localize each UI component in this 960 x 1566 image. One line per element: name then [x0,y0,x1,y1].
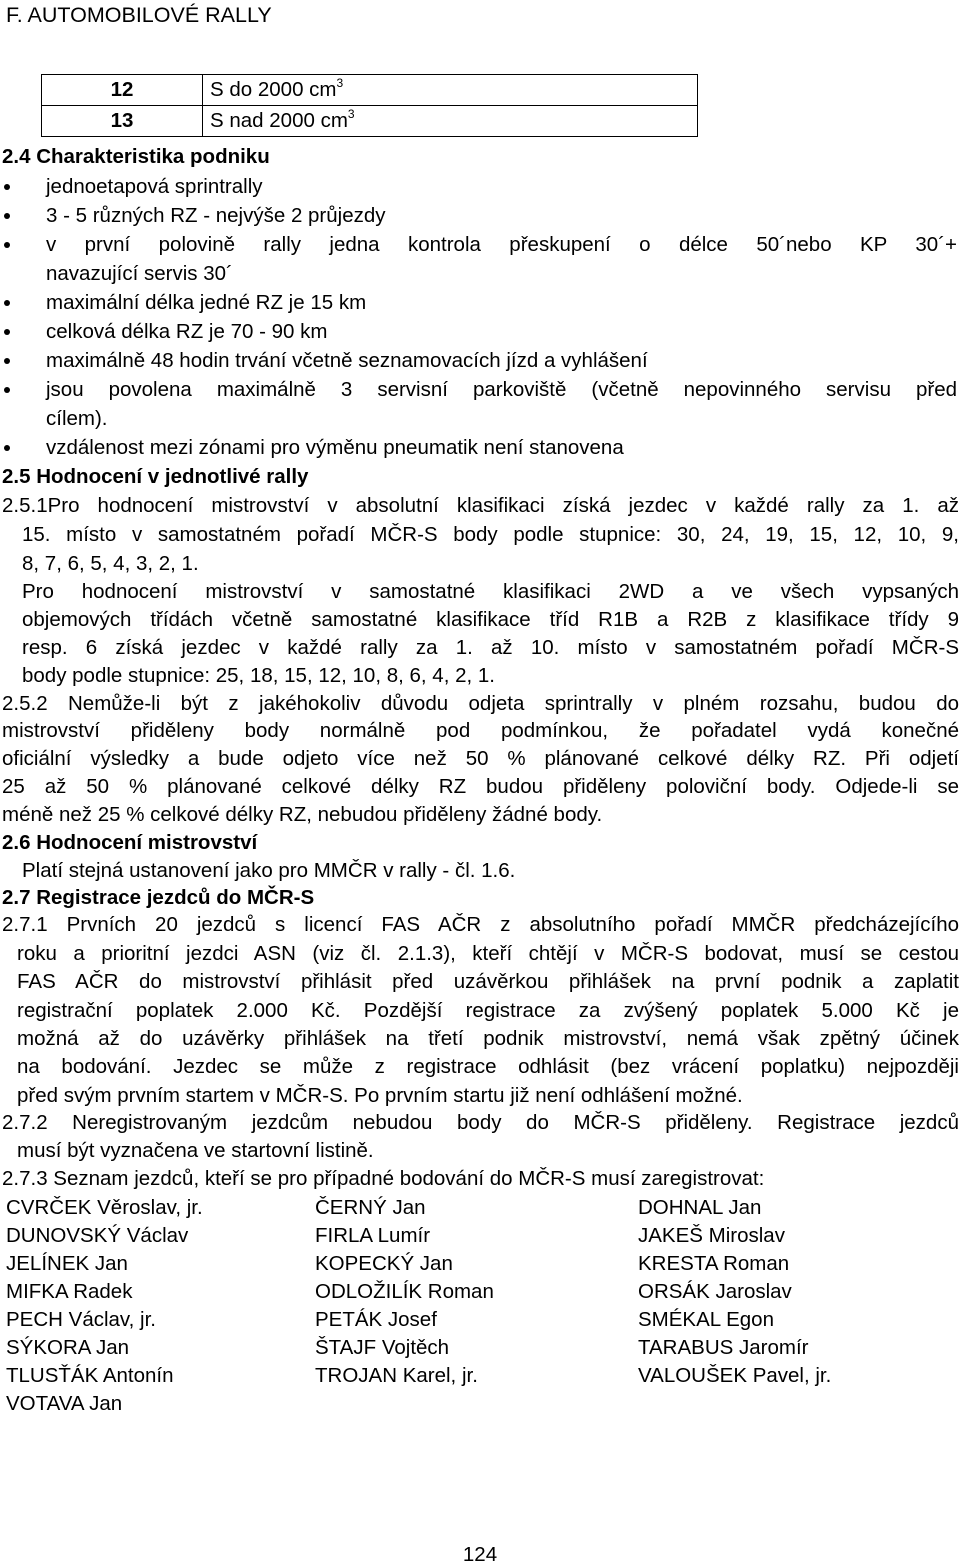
list-item: jsou povolena maximálně 3 servisní parkoviště (včetně nepovinného servisu před [46,378,957,401]
section-heading-2-4: 2.4 Charakteristika podniku [2,145,270,168]
driver-name: ČERNÝ Jan [315,1196,426,1219]
list-item: jednoetapová sprintrally [46,175,263,198]
bullet-icon [4,358,10,364]
driver-name: VOTAVA Jan [6,1392,123,1415]
paragraph-line: objemových třídách včetně samostatné klasifikace tříd R1B a R2B z klasifikace třídy 9 [22,608,959,631]
driver-name: SÝKORA Jan [6,1336,130,1359]
list-item: vzdálenost mezi zónami pro výměnu pneumatik není stanovena [46,436,624,459]
page-title: F. AUTOMOBILOVÉ RALLY [6,3,272,27]
paragraph-line: 2.7.3 Seznam jezdců, kteří se pro případné bodování do MČR-S musí zaregistrovat: [2,1167,765,1190]
paragraph-line: mistrovství přiděleny body normálně pod podmínkou, že pořadatel vydá konečné [2,719,959,742]
driver-name: TROJAN Karel, jr. [315,1364,478,1387]
section-heading-2-6: 2.6 Hodnocení mistrovství [2,831,258,854]
paragraph-line: Platí stejná ustanovení jako pro MMČR v rally - čl. 1.6. [22,859,516,882]
list-item: maximálně 48 hodin trvání včetně seznamovacích jízd a vyhlášení [46,349,648,372]
list-item-continuation: cílem). [46,407,108,430]
driver-name: KOPECKÝ Jan [315,1252,453,1275]
table-row [42,75,698,106]
paragraph-line: Pro hodnocení mistrovství v samostatné klasifikaci 2WD a ve všech vypsaných [22,580,959,603]
driver-name: JELÍNEK Jan [6,1252,128,1275]
driver-name: ŠTAJF Vojtěch [315,1336,450,1359]
paragraph-line: resp. 6 získá jezdec v každé rally za 1. až 10. místo v samostatném pořadí MČR-S [22,636,959,659]
paragraph-line: roku a prioritní jezdci ASN (viz čl. 2.1.3), kteří chtějí v MČR-S bodovat, musí se cestou [17,942,959,965]
driver-name: ORSÁK Jaroslav [638,1280,792,1303]
paragraph-line: na bodování. Jezdec se může z registrace odhlásit (bez vrácení poplatku) nejpozději [17,1055,959,1078]
bullet-icon [4,213,10,219]
driver-name: PETÁK Josef [315,1308,437,1331]
class-number: 13 [42,106,203,137]
class-label: S nad 2000 $cm^3$ [203,106,698,137]
page-number: 124 [462,1543,498,1566]
list-item: celková délka RZ je 70 - 90 km [46,320,328,343]
driver-name: ODLOŽILÍK Roman [315,1280,494,1303]
paragraph-line: oficiální výsledky a bude odjeto více než 50 % plánované celkové délky RZ. Při odjetí [2,747,959,770]
bullet-icon [4,184,10,190]
paragraph-line: před svým prvním startem v MČR-S. Po prvním startu již není odhlášení možné. [17,1084,743,1107]
paragraph-line: body podle stupnice: 25, 18, 15, 12, 10, 8, 6, 4, 2, 1. [22,664,495,687]
class-number: 12 [42,75,203,106]
paragraph-line: 8, 7, 6, 5, 4, 3, 2, 1. [22,552,199,575]
class-label: S do 2000 $cm^3$ [203,75,698,106]
driver-name: PECH Václav, jr. [6,1308,156,1331]
section-heading-2-5: 2.5 Hodnocení v jednotlivé rally [2,465,309,488]
list-item: 3 - 5 různých RZ - nejvýše 2 průjezdy [46,204,386,227]
paragraph-line: FAS AČR do mistrovství přihlásit před uzávěrkou přihlášek na první podnik a zaplatit [17,970,959,993]
driver-name: DUNOVSKÝ Václav [6,1224,189,1247]
paragraph-line: možná až do uzávěrky přihlášek na třetí podnik mistrovství, nemá však zpětný účinek [17,1027,959,1050]
table-row [42,106,698,137]
bullet-icon [4,445,10,451]
paragraph-line: musí být vyznačena ve startovní listině. [17,1139,374,1162]
paragraph-line: méně než 25 % celkové délky RZ, nebudou přiděleny žádné body. [2,803,603,826]
paragraph-line: 2.5.1Pro hodnocení mistrovství v absolutní klasifikaci získá jezdec v každé rally za 1. až [2,494,959,517]
list-item: maximální délka jedné RZ je 15 km [46,291,367,314]
bullet-icon [4,329,10,335]
driver-name: SMÉKAL Egon [638,1308,774,1331]
driver-name: VALOUŠEK Pavel, jr. [638,1364,832,1387]
paragraph-line: 2.5.2 Nemůže-li být z jakéhokoliv důvodu odjeta sprintrally v plném rozsahu, budou do [2,692,959,715]
driver-name: FIRLA Lumír [315,1224,431,1247]
driver-name: KRESTA Roman [638,1252,790,1275]
list-item: v první polovině rally jedna kontrola přeskupení o délce 50´nebo KP 30´+ [46,233,957,256]
class-table [41,74,698,137]
driver-name: TARABUS Jaromír [638,1336,809,1359]
paragraph-line: 2.7.2 Neregistrovaným jezdcům nebudou body do MČR-S přiděleny. Registrace jezdců [2,1111,959,1134]
paragraph-line: 2.7.1 Prvních 20 jezdců s licencí FAS AČR z absolutního pořadí MMČR předcházejícího [2,913,959,936]
driver-name: MIFKA Radek [6,1280,133,1303]
driver-name: DOHNAL Jan [638,1196,762,1219]
bullet-icon [4,387,10,393]
bullet-icon [4,242,10,248]
section-heading-2-7: 2.7 Registrace jezdců do MČR-S [2,886,315,909]
paragraph-line: registrační poplatek 2.000 Kč. Pozdější registrace za zvýšený poplatek 5.000 Kč je [17,999,959,1022]
list-item-continuation: navazující servis 30´ [46,262,233,285]
paragraph-line: 15. místo v samostatném pořadí MČR-S body podle stupnice: 30, 24, 19, 15, 12, 10, 9, [22,523,959,546]
paragraph-line: 25 až 50 % plánované celkové délky RZ budou přiděleny poloviční body. Odjede-li se [2,775,959,798]
driver-name: CVRČEK Věroslav, jr. [6,1196,203,1219]
driver-name: JAKEŠ Miroslav [638,1224,785,1247]
driver-name: TLUSŤÁK Antonín [6,1364,174,1387]
bullet-icon [4,300,10,306]
